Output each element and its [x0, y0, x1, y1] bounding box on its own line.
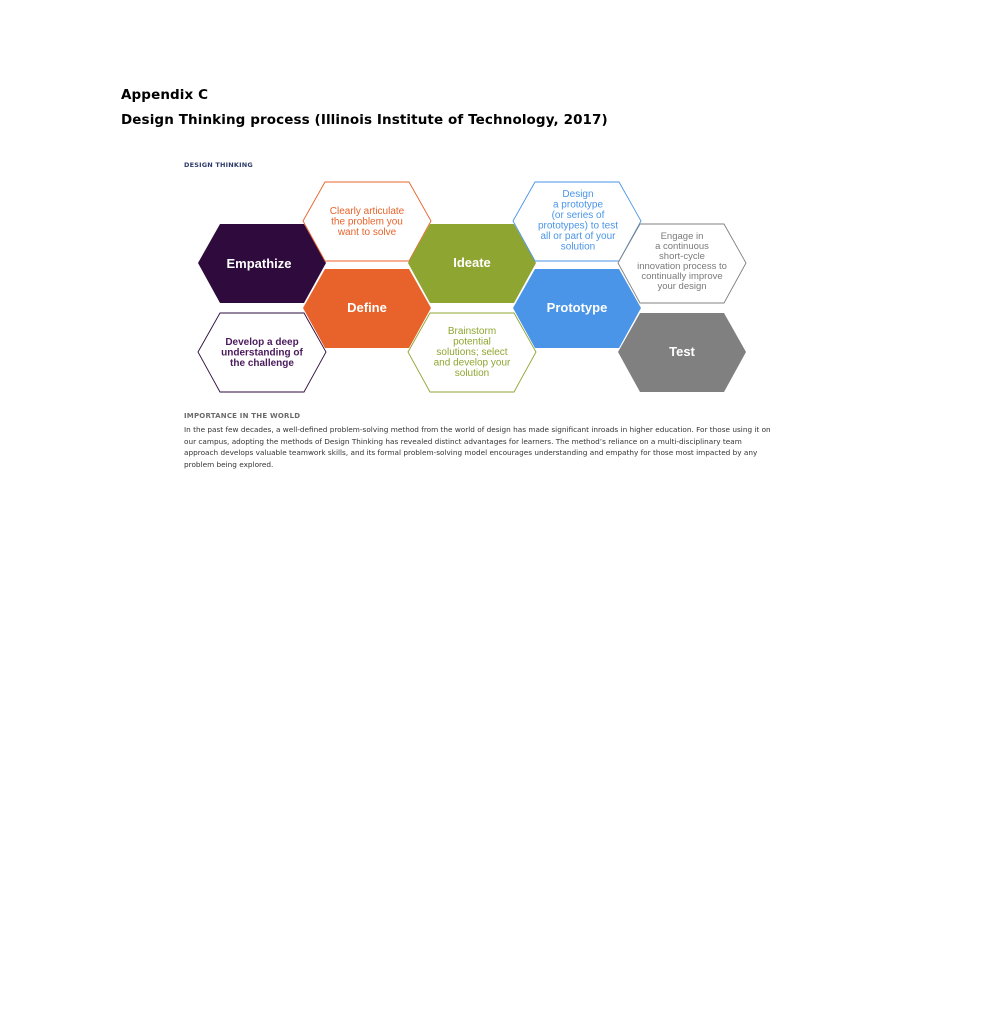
hex-prototype	[513, 269, 641, 348]
figure-caption: Design Thinking process (Illinois Institute of Technology, 2017)	[121, 112, 608, 128]
hex-define-label: Define	[347, 300, 387, 315]
importance-title: IMPORTANCE IN THE WORLD	[184, 412, 301, 420]
hex-test	[618, 313, 746, 392]
hex-define	[303, 269, 431, 348]
hex-ideate-desc-line: potential	[453, 336, 491, 348]
hex-prototype-desc-line: a prototype	[552, 199, 604, 211]
hex-test-desc-line: your design	[657, 280, 707, 292]
hex-test-desc-line: innovation process to	[637, 260, 727, 272]
hex-test-desc-line: continually improve	[641, 270, 723, 282]
hex-ideate	[408, 224, 536, 303]
hex-empathize	[198, 224, 326, 303]
hex-test-label: Test	[669, 344, 695, 359]
hex-test-description	[618, 224, 746, 303]
hex-empathize-desc-text	[221, 337, 303, 369]
hex-ideate-label: Ideate	[453, 255, 491, 270]
hex-ideate-description	[408, 313, 536, 392]
hex-test-desc-line: short-cycle	[659, 250, 705, 262]
figure-label: DESIGN THINKING	[184, 161, 253, 169]
hex-test-desc-line: a continuous	[655, 240, 709, 252]
hex-ideate-desc-line: solutions; select	[436, 347, 508, 358]
hex-empathize-label: Empathize	[226, 256, 292, 271]
hex-prototype-label: Prototype	[546, 300, 608, 315]
hex-ideate-desc-line: and develop your	[433, 357, 511, 369]
importance-paragraph: In the past few decades, a well-defined problem-solving method from the world of design has made significant inroads in higher education. For those using it on our campus, adopting the methods of Design Thinking has revealed distinct advantages for learners. The method’s reliance on a multi-disciplinary team approach develops valuable teamwork skills, and its formal problem-solving model encourages understanding and empathy for those most impacted by any problem being explored.	[184, 425, 771, 469]
hex-prototype-desc-line: (or series of	[551, 210, 605, 221]
hex-test-desc-line: Engage in	[660, 231, 704, 242]
hex-empathize-desc-line: understanding of	[221, 347, 303, 359]
hex-prototype-desc-line: prototypes) to test	[537, 220, 619, 232]
hex-prototype-desc-line: all or part of your	[540, 231, 616, 242]
hex-prototype-desc-line: solution	[560, 241, 596, 253]
hex-empathize-description	[198, 313, 326, 392]
hex-ideate-desc-line: solution	[454, 368, 490, 379]
hex-define-desc-line: want to solve	[337, 227, 397, 238]
hex-define-desc-line: the problem you	[331, 216, 403, 228]
hex-ideate-desc-line: Brainstorm	[447, 326, 497, 337]
appendix-heading: Appendix C	[121, 87, 209, 103]
hex-prototype-description	[513, 182, 641, 261]
hex-empathize-desc-line: the challenge	[230, 358, 294, 369]
hex-define-desc-line: Clearly articulate	[329, 206, 405, 217]
hex-empathize-desc-line: Develop a deep	[225, 337, 299, 348]
hex-define-description	[303, 182, 431, 261]
hex-prototype-desc-line: Design	[562, 189, 594, 200]
hex-define-desc-text	[330, 206, 405, 238]
